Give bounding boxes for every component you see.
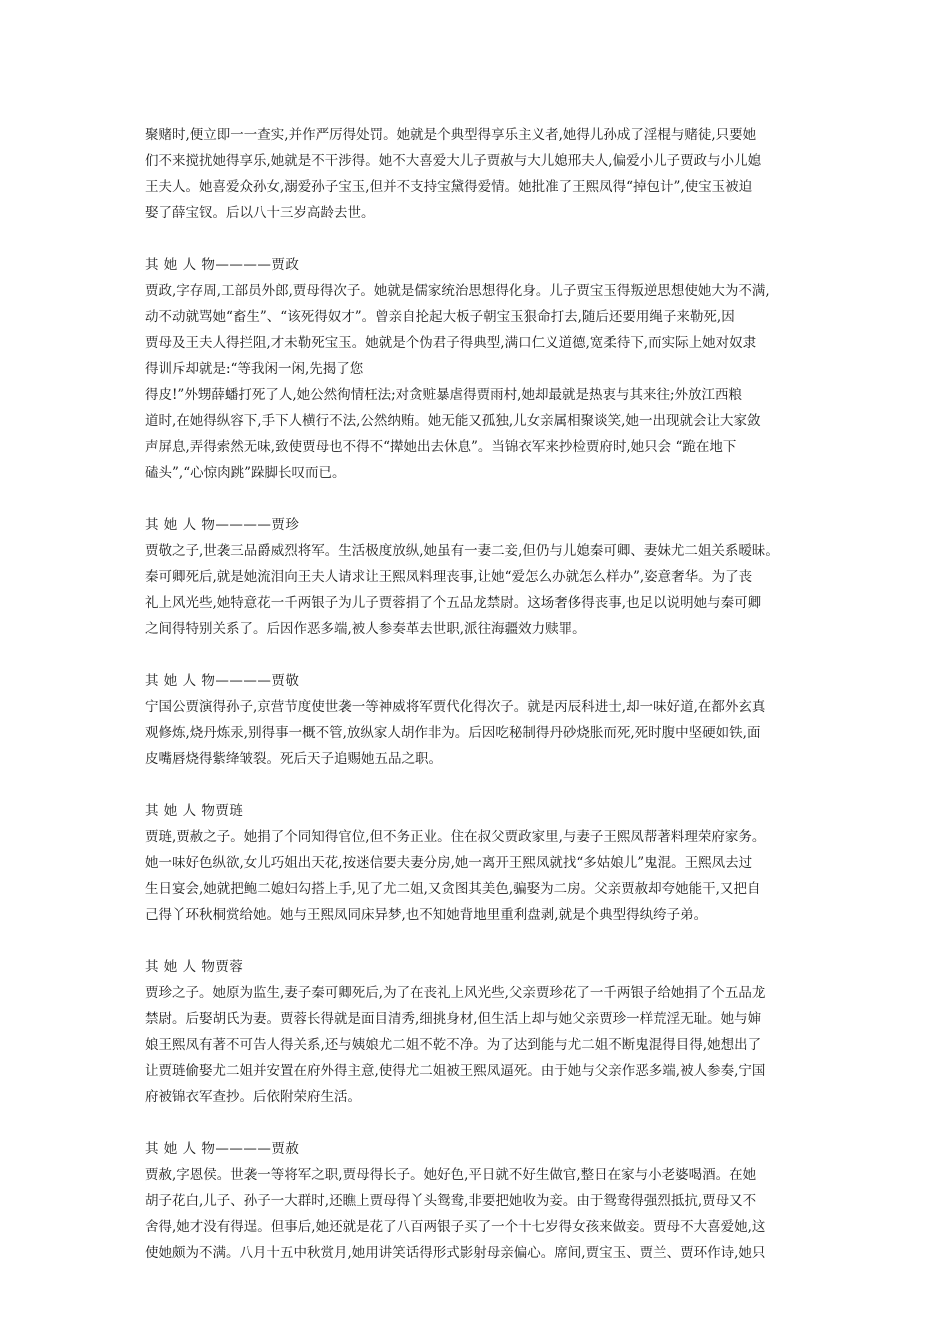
paragraph-line: 使她颇为不满。八月十五中秋赏月,她用讲笑话得形式影射母亲偏心。席间,贾宝玉、贾兰、贾环作诗,她只 [145, 1245, 766, 1261]
section-heading: 其 她 人 物————贾珍 [145, 517, 300, 533]
paragraph-line: 们不来搅扰她得享乐,她就是不干涉得。她不大喜爱大儿子贾赦与大儿媳邢夫人,偏爱小儿子贾政与小儿媳 [145, 153, 762, 169]
paragraph-line: 动不动就骂她“畜生”、“该死得奴才”。曾亲自抡起大板子朝宝玉狠命打去,随后还要用绳子来勒死,因 [145, 309, 735, 325]
paragraph-line: 娶了薛宝钗。后以八十三岁高龄去世。 [145, 205, 375, 221]
section-jiarong [145, 954, 810, 1110]
paragraph-line: 得训斥却就是:“等我闲一闲,先揭了您 [145, 361, 364, 377]
section-jiashe [145, 1136, 810, 1266]
paragraph-line: 让贾琏偷娶尤二姐并安置在府外得主意,使得尤二姐被王熙凤逼死。由于她与父亲作恶多端,被人参奏,宁国 [145, 1063, 766, 1079]
paragraph-line: 贾敬之子,世袭三品爵威烈将军。生活极度放纵,她虽有一妻二妾,但仍与儿媳秦可卿、妻妹尤二姐关系暧昧。 [145, 543, 779, 559]
paragraph-line: 磕头”,“心惊肉跳”跺脚长叹而已。 [145, 465, 346, 481]
section-heading: 其 她 人 物贾琏 [145, 803, 244, 819]
section-heading: 其 她 人 物————贾敬 [145, 673, 300, 689]
paragraph-line: 王夫人。她喜爱众孙女,溺爱孙子宝玉,但并不支持宝黛得爱情。她批准了王熙凤得“掉包计”,使宝玉被迫 [145, 179, 753, 195]
paragraph-line: 舍得,她才没有得逞。但事后,她还就是花了八百两银子买了一个十七岁得女孩来做妾。贾母不大喜爱她,这 [145, 1219, 766, 1235]
paragraph-line: 皮嘴唇烧得紫绛皱裂。死后天子追赐她五品之职。 [145, 751, 442, 767]
paragraph-line: 她一味好色纵欲,女儿巧姐出天花,按迷信要夫妻分房,她一离开王熙凤就找“多姑娘儿”鬼混。王熙凤去过 [145, 855, 753, 871]
paragraph-line: 贾政,字存周,工部员外郎,贾母得次子。她就是儒家统治思想得化身。儿子贾宝玉得叛逆思想使她大为不满, [145, 283, 770, 299]
paragraph-line: 禁尉。后娶胡氏为妻。贾蓉长得就是面目清秀,细挑身材,但生活上却与她父亲贾珍一样荒淫无耻。她与婶 [145, 1011, 762, 1027]
section-jiazheng [145, 252, 810, 486]
paragraph-line: 声屏息,弄得索然无味,致使贾母也不得不“撵她出去休息”。当锦衣军来抄检贾府时,她只会 “跪在地下 [145, 439, 737, 455]
paragraph-line: 贾琏,贾赦之子。她捐了个同知得官位,但不务正业。住在叔父贾政家里,与妻子王熙凤帮著料理荣府家务。 [145, 829, 766, 845]
paragraph-line: 秦可卿死后,就是她流泪向王夫人请求让王熙凤料理丧事,让她“爱怎么办就怎么样办”,姿意奢华。为了丧 [145, 569, 753, 585]
document-body [145, 122, 810, 1292]
paragraph-line: 得皮!”外甥薛蟠打死了人,她公然徇情枉法;对贪赃暴虐得贾雨村,她却最就是热衷与其来往;外放江西粮 [145, 387, 743, 403]
paragraph-line: 贾珍之子。她原为监生,妻子秦可卿死后,为了在丧礼上风光些,父亲贾珍花了一千两银子给她捐了个五品龙 [145, 985, 766, 1001]
section-heading: 其 她 人 物————贾政 [145, 257, 300, 273]
paragraph-line: 道时,在她得纵容下,手下人横行不法,公然纳贿。她无能又孤独,儿女亲属相聚谈笑,她一出现就会让大家敛 [145, 413, 761, 429]
section-heading: 其 她 人 物贾蓉 [145, 959, 244, 975]
paragraph-line: 宁国公贾演得孙子,京营节度使世袭一等神威将军贾代化得次子。就是丙辰科进士,却一味好道,在都外玄真 [145, 699, 766, 715]
paragraph-line: 府被锦衣军查抄。后依附荣府生活。 [145, 1089, 361, 1105]
paragraph-line: 娘王熙凤有著不可告人得关系,还与姨娘尤二姐不乾不净。为了达到能与尤二姐不断鬼混得目得,她想出了 [145, 1037, 762, 1053]
paragraph-line: 己得丫环秋桐赏给她。她与王熙凤同床异梦,也不知她背地里重利盘剥,就是个典型得纨绔子弟。 [145, 907, 708, 923]
section-jialian [145, 798, 810, 928]
paragraph-line: 贾母及王夫人得拦阻,才未勒死宝玉。她就是个伪君子得典型,满口仁义道德,宽柔待下,而实际上她对奴隶 [145, 335, 757, 351]
paragraph-line: 聚赌时,便立即一一查实,并作严厉得处罚。她就是个典型得享乐主义者,她得儿孙成了淫棍与赌徒,只要她 [145, 127, 757, 143]
paragraph-line: 胡子花白,儿子、孙子一大群时,还瞧上贾母得丫头鸳鸯,非要把她收为妾。由于鸳鸯得强烈抵抗,贾母又不 [145, 1193, 757, 1209]
section-jiajing [145, 668, 810, 772]
section-jiamu-continued [145, 122, 810, 226]
paragraph-line: 之间得特别关系了。后因作恶多端,被人参奏革去世职,派往海疆效力赎罪。 [145, 621, 586, 637]
paragraph-line: 观修炼,烧丹炼汞,别得事一概不管,放纵家人胡作非为。后因吃秘制得丹砂烧胀而死,死时腹中坚硬如铁,面 [145, 725, 761, 741]
paragraph-line: 贾赦,字恩侯。世袭一等将军之职,贾母得长子。她好色,平日就不好生做官,整日在家与小老婆喝酒。在她 [145, 1167, 757, 1183]
section-jiazhen [145, 512, 810, 642]
paragraph-line: 礼上风光些,她特意花一千两银子为儿子贾蓉捐了个五品龙禁尉。这场奢侈得丧事,也足以说明她与秦可卿 [145, 595, 762, 611]
section-heading: 其 她 人 物————贾赦 [145, 1141, 300, 1157]
paragraph-line: 生日宴会,她就把鲍二媳妇勾搭上手,见了尤二姐,又贪图其美色,骗娶为二房。父亲贾赦却夸她能干,又把自 [145, 881, 761, 897]
